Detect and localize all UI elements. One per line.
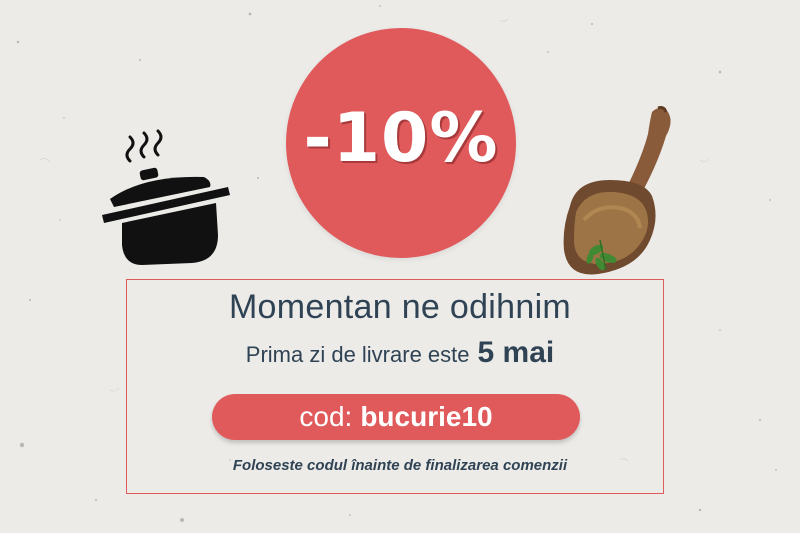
delivery-lead: Prima zi de livrare este: [245, 342, 470, 367]
delivery-date: 5 mai: [477, 336, 555, 369]
promo-code-pill: [212, 394, 580, 440]
steak-icon: [538, 100, 688, 280]
cooking-pot-icon: [100, 125, 232, 265]
discount-text: -10%: [303, 98, 499, 178]
discount-badge: [286, 28, 516, 258]
promo-code-label: cod:: [299, 401, 353, 432]
promo-code-value: bucurie10: [360, 401, 493, 432]
headline: Momentan ne odihnim: [228, 288, 572, 326]
delivery-info: [0, 336, 800, 370]
promo-note: Foloseste codul înainte de finalizarea comenzii: [232, 457, 568, 474]
